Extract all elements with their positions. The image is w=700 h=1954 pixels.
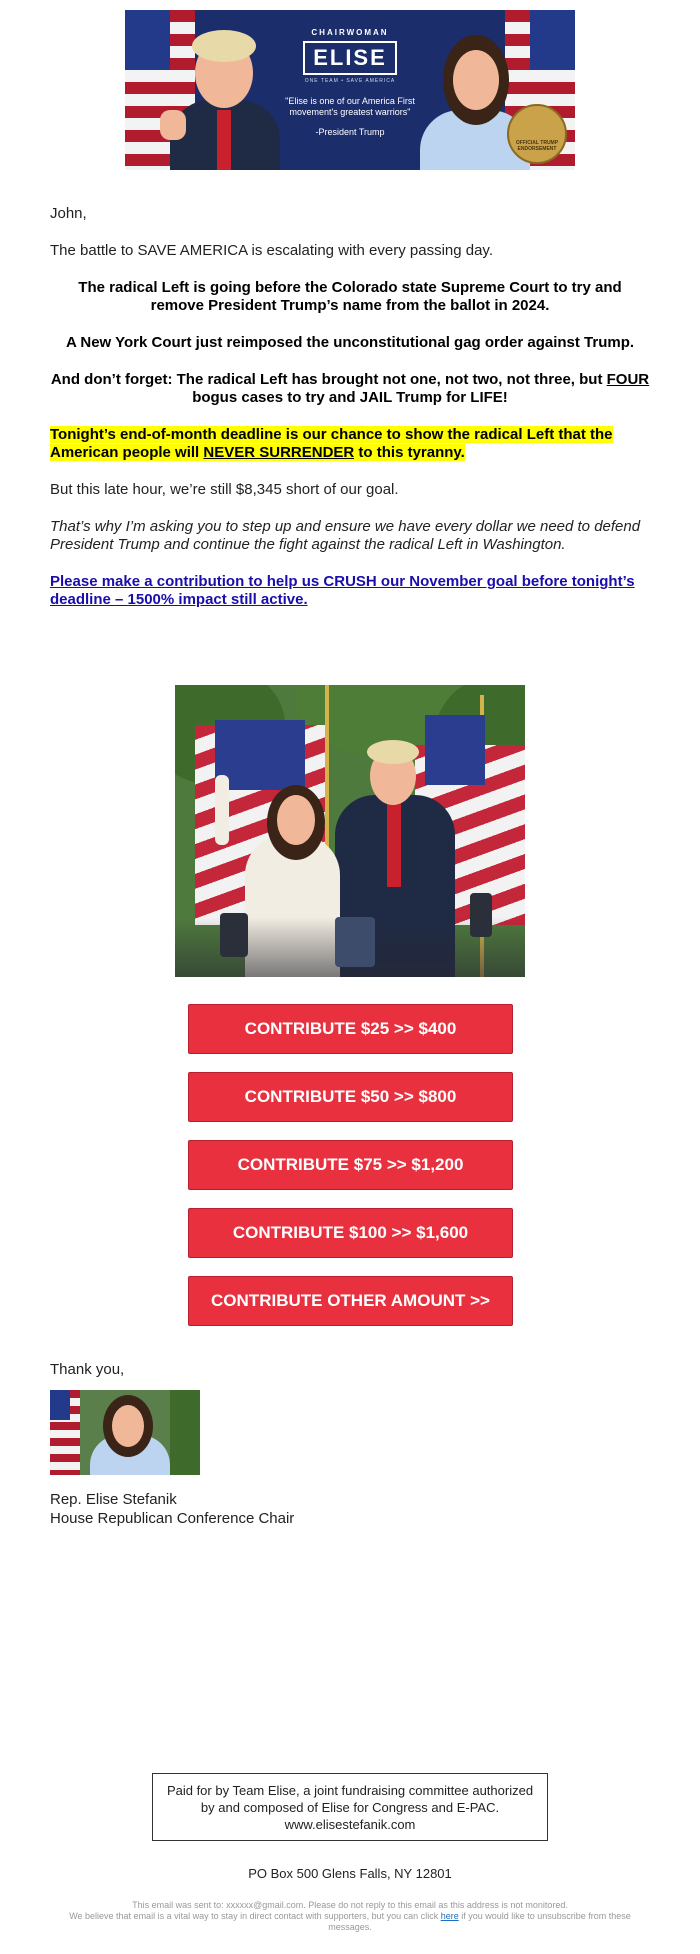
- unsubscribe-link[interactable]: here: [440, 1911, 459, 1921]
- elise-logo: ELISE: [303, 41, 397, 75]
- email-body: [50, 205, 650, 628]
- paragraph-7: That’s why I’m asking you to step up and ensure we have every dollar we need to defend President Trump and continue the fight against the radical Left in Washington.: [50, 518, 641, 553]
- paragraph-5-text-a: Tonight’s end-of-month deadline is our chance to show the radical Left that the American people will: [50, 426, 613, 461]
- trump-portrait: [160, 20, 285, 170]
- contribute-link[interactable]: Please make a contribution to help us CRUSH our November goal before tonight’s deadline – 1500% impact still active.: [50, 573, 635, 608]
- footer-legal: [50, 1900, 650, 1933]
- paragraph-2: The radical Left is going before the Colorado state Supreme Court to try and remove President Trump’s name from the ballot in 2024.: [78, 279, 622, 314]
- signature-name: Rep. Elise Stefanik: [50, 1491, 177, 1508]
- signature-title: House Republican Conference Chair: [50, 1510, 295, 1527]
- paragraph-5-text-c: to this tyranny.: [354, 444, 465, 461]
- contribute-25-button[interactable]: CONTRIBUTE $25 >> $400: [188, 1004, 513, 1054]
- paragraph-4-emphasis: FOUR: [606, 371, 650, 388]
- rally-photo: [175, 685, 525, 977]
- footer-unsubscribe-text: [50, 1911, 650, 1933]
- thanks-text: Thank you,: [50, 1361, 125, 1378]
- banner-quote: "Elise is one of our America First movement's greatest warriors": [285, 96, 415, 118]
- paragraph-5-emphasis: NEVER SURRENDER: [203, 444, 355, 461]
- banner-chairwoman: CHAIRWOMAN: [311, 28, 389, 37]
- footer-sent-to: This email was sent to: xxxxxx@gmail.com. Please do not reply to this email as this address is not monitored.: [132, 1900, 568, 1910]
- contribute-75-button[interactable]: CONTRIBUTE $75 >> $1,200: [188, 1140, 513, 1190]
- contribute-other-button[interactable]: CONTRIBUTE OTHER AMOUNT >>: [188, 1276, 513, 1326]
- paragraph-4: [50, 371, 650, 407]
- greeting: John,: [50, 205, 87, 222]
- paragraph-4-text-c: bogus cases to try and JAIL Trump for LIFE!: [192, 389, 508, 406]
- paragraph-6: But this late hour, we’re still $8,345 short of our goal.: [50, 481, 399, 498]
- unsubscribe-text-b: if you would like to unsubscribe from these messages.: [328, 1911, 631, 1932]
- paragraph-4-text-a: And don’t forget: The radical Left has brought not one, not two, not three, but: [50, 371, 607, 388]
- paragraph-3: A New York Court just reimposed the unconstitutional gag order against Trump.: [65, 334, 635, 351]
- signature-block: [50, 1490, 294, 1528]
- contribute-50-button[interactable]: CONTRIBUTE $50 >> $800: [188, 1072, 513, 1122]
- banner-center-text: [275, 28, 425, 137]
- banner-tagline: ONE TEAM • SAVE AMERICA: [304, 78, 396, 84]
- unsubscribe-text-a: We believe that email is a vital way to stay in direct contact with supporters, but you can click: [69, 1911, 441, 1921]
- paragraph-1: The battle to SAVE AMERICA is escalating with every passing day.: [50, 242, 493, 259]
- mailing-address: PO Box 500 Glens Falls, NY 12801: [248, 1866, 452, 1881]
- paragraph-5: [50, 426, 650, 462]
- contribute-100-button[interactable]: CONTRIBUTE $100 >> $1,600: [188, 1208, 513, 1258]
- signature-photo: [50, 1390, 200, 1475]
- banner-attribution: -President Trump: [315, 126, 385, 137]
- endorsement-seal-icon: OFFICIAL TRUMP ENDORSEMENT: [507, 104, 567, 164]
- header-banner: [125, 10, 575, 170]
- paid-for-disclaimer: Paid for by Team Elise, a joint fundraising committee authorized by and composed of Elise for Congress and E-PAC. www.elisestefanik.com: [152, 1773, 548, 1841]
